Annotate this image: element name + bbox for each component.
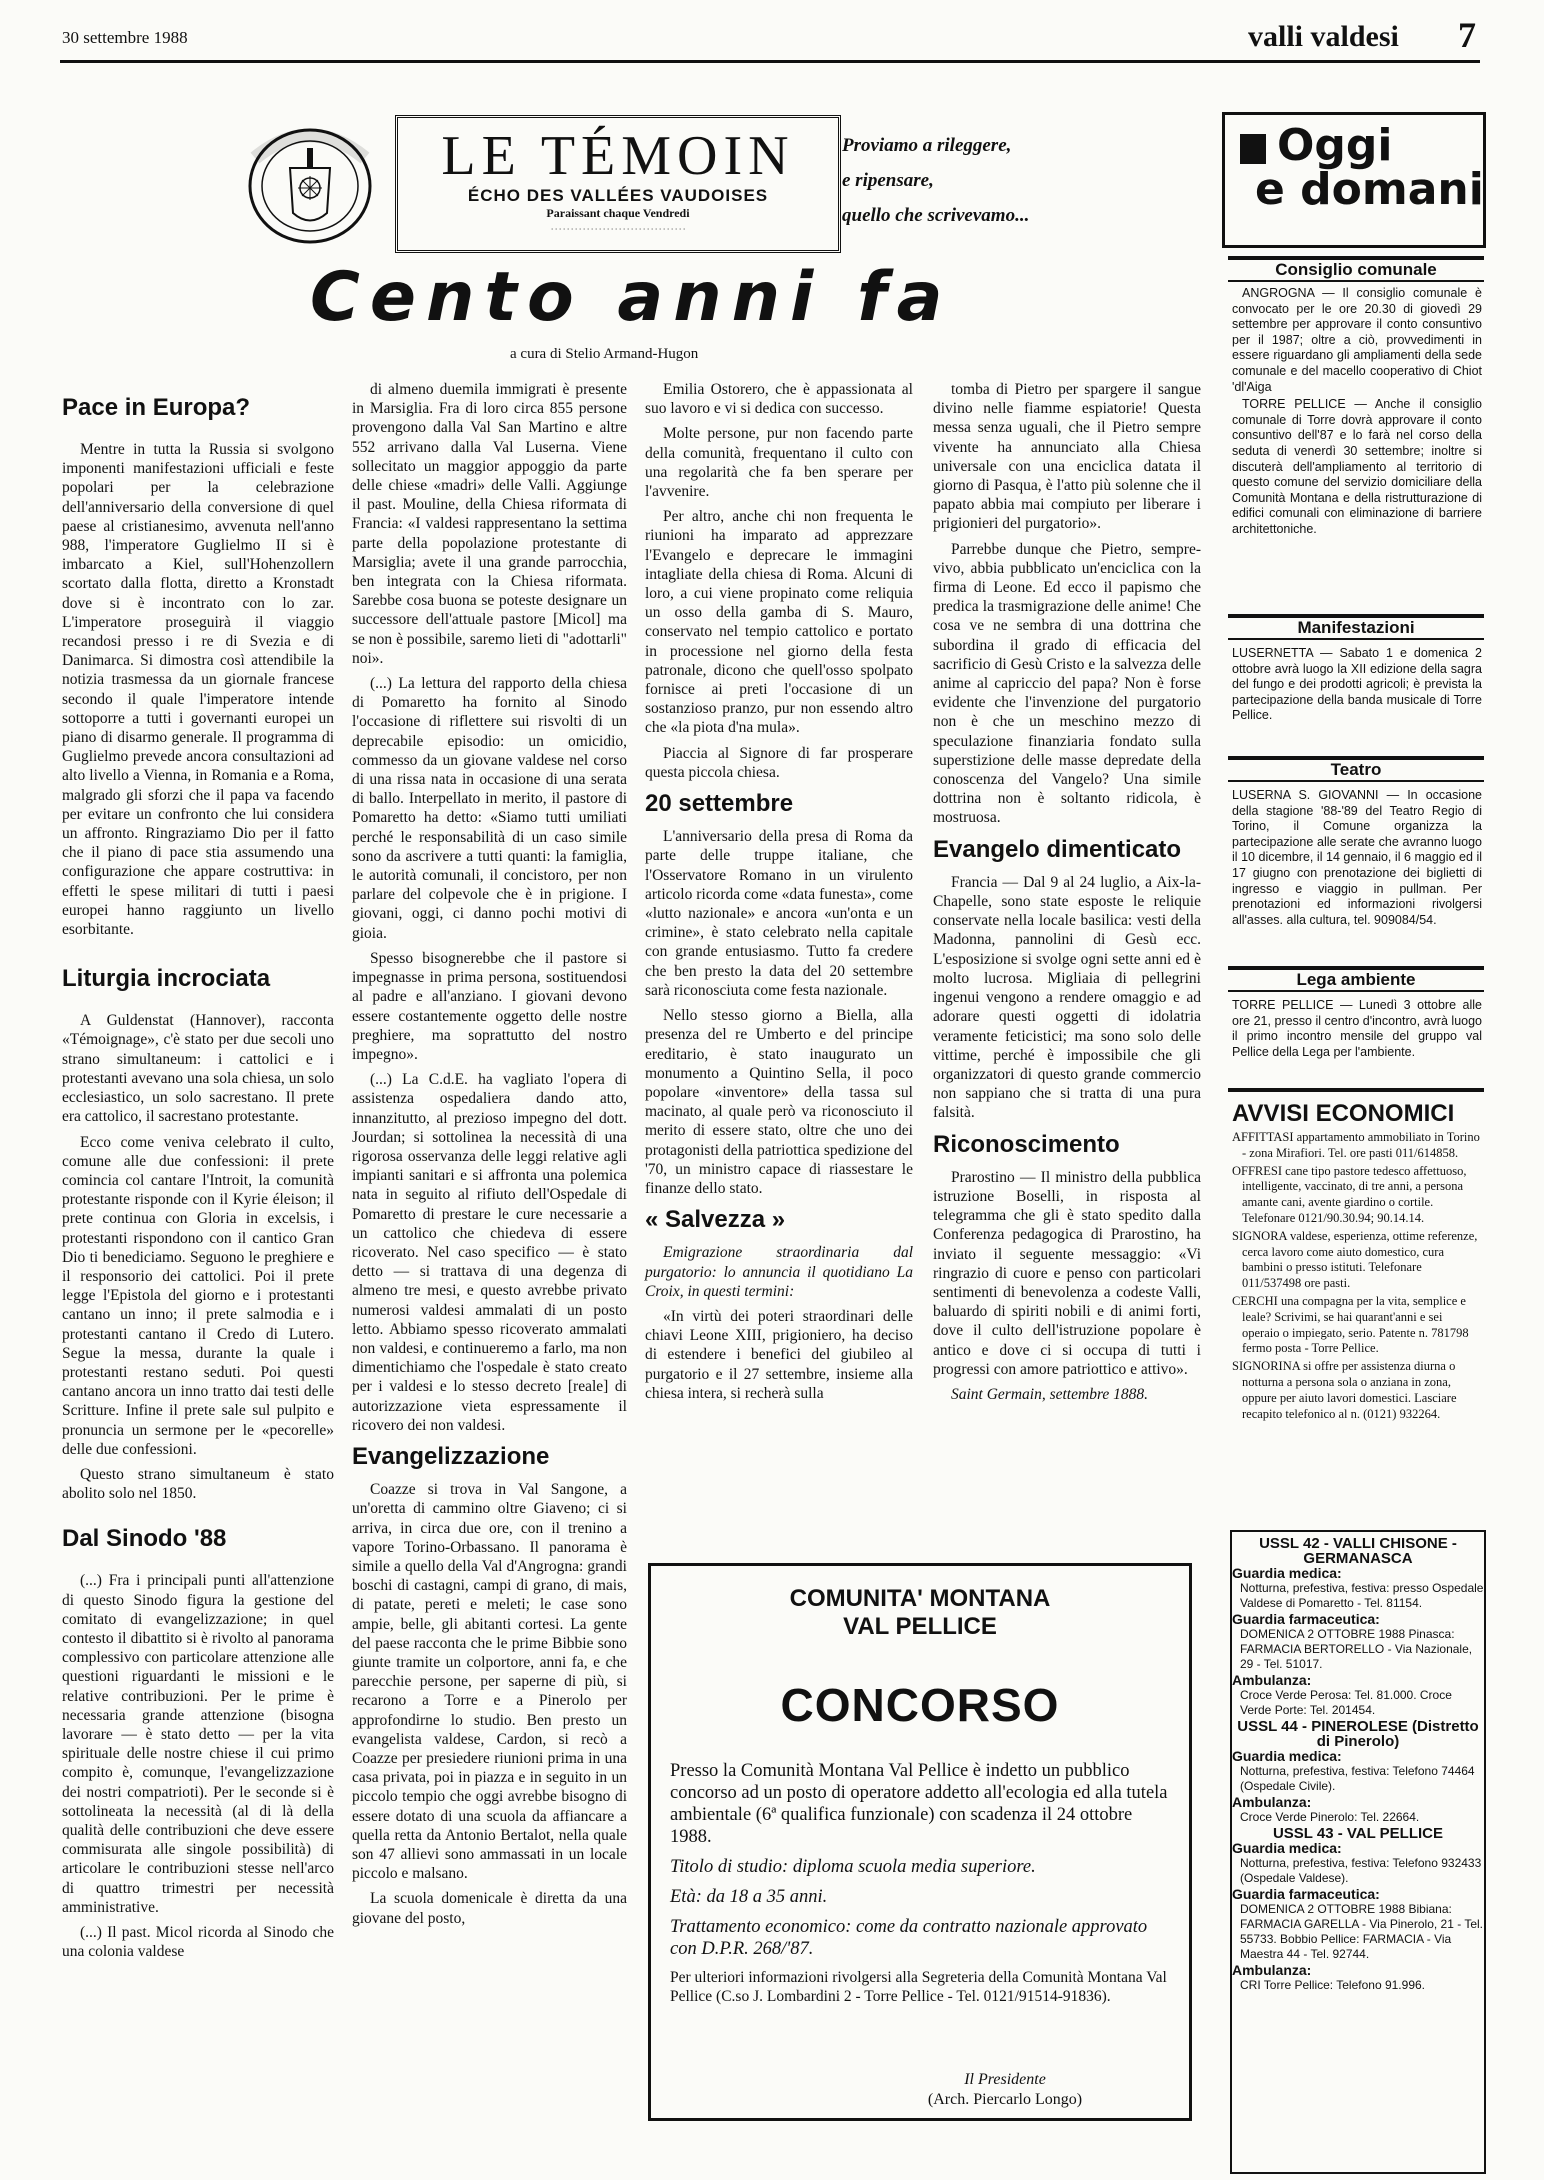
intro-text [842,128,1029,233]
concorso-info: Per ulteriori informazioni rivolgersi alla Segreteria della Comunità Montana Val Pellice (C.so J. Lombardini 2 - Torre Pellice - Tel. 0121/91514-91836). [670,1969,1167,2005]
article-paragraph: Piaccia al Signore di far prosperare questa piccola chiesa. [645,744,913,781]
article-paragraph: Molte persone, pur non facendo parte della comunità, frequentano il culto con una regolarità che fa ben sperare per l'avvenire. [645,425,913,501]
signature-name: (Arch. Piercarlo Longo) [927,2091,1083,2108]
article-paragraph: La scuola domenicale è diretta da una giovane del posto, [352,1890,627,1927]
headline-sinodo: Dal Sinodo '88 [62,1525,227,1553]
label-guardia-medica: Guardia medica: [1232,1565,1342,1581]
ussl-text: Notturna, prefestiva, festiva: presso Ospedale Valdese di Pomaretto - Tel. 81154. [1240,1581,1484,1610]
concorso-text: Presso la Comunità Montana Val Pellice è indetto un pubblico concorso ad un posto di operatore addetto all'ecologia ed alla tutela ambientale (6ª qualifica funzionale) con scadenza il 24 ottobre 1988. [670,1761,1168,1847]
ussl-43-title: USSL 43 - VAL PELLICE [1272,1825,1444,1842]
article-paragraph: Francia — Dal 9 al 24 luglio, a Aix-la-Chapelle, sono state esposte le reliquie conservate nella locale basilica: vesti della Madonna, pannolini di Gesù ecc. L'esposizione si svolge ogni sette anni ed è molto lucrosa. Migliaia di pellegrini ingenui vengono a rendere omaggio e ad adorare questi oggetti di idolatria veramente feticistici; ma sono solo delle vittime, perché è impossibile che gli organizzatori di questo grande commercio non sappiano che si tratta di una pura falsità. [933,873,1201,1122]
headline-evangelo-dimenticato: Evangelo dimenticato [933,835,1182,863]
section-head-lega: Lega ambiente [1228,970,1484,992]
org-line: COMUNITA' MONTANA [789,1585,1051,1612]
classified-ad: OFFRESI cane tipo pastore tedesco affettuoso, intelligente, vaccinato, di tre anni, a persona amante cani, avente giardino o cortile. Telefonare 0121/90.30.94; 90.14.14. [1232,1163,1467,1225]
intro-line: e ripensare, [842,170,934,191]
article-signature: Saint Germain, settembre 1888. [951,1385,1149,1403]
article-paragraph: Questo strano simultaneum è stato abolito solo nel 1850. [62,1465,334,1503]
article-paragraph: di almeno duemila immigrati è presente in Marsiglia. Fra di loro circa 855 persone provengono dalla Val San Martino e altre 552 arrivano dalla Val Luserna. Viene sollecitato un maggior appoggio da parte delle chiese «madri» delle Valli. Aggiunge il past. Mouline, della Chiesa riformata di Francia: «I valdesi rappresentano la settima parte della popolazione protestante di Marsiglia; avete il una grande parrocchia, ben integrata con la Chiesa riformata. Sarebbe cosa buona se poteste designare un successore dell'attuale pastore [Micol] ma se non è possibile, saremo lieti di "adottarli" noi». [352,381,627,667]
domani-line: e domani [1255,164,1484,215]
page-title: Cento anni fa [310,258,953,337]
sidebar-paragraph: TORRE PELLICE — Anche il consiglio comunale di Torre dovrà approvare il conto consuntivo dell'87 e lo farà nel corso della seduta di venerdì 30 settembre; inoltre si discuterà dell'ampliamento al territorio di questo comune del servizio domiciliare della Comunità Montana e della ristrutturazione di edifici comunali con eliminazione di barriere architettoniche. [1232,397,1482,536]
headline-riconoscimento: Riconoscimento [933,1130,1120,1158]
seal-emblem-icon [235,118,385,248]
page-number: 7 [1458,15,1476,55]
article-paragraph: tomba di Pietro per spargere il sangue divino nelle fiamme espiatorie! Questa messa senza uguali, che il Pietro sempre vivente ha annunciato alla Chiesa universale con una enciclica datata il giorno di Pasqua, è l'atto più solenne che il papato abbia mai compiuto per liberare i prigionieri del purgatorio». [933,381,1201,533]
classifieds-title: AVVISI ECONOMICI [1232,1100,1455,1127]
section-head-consiglio: Consiglio comunale [1228,260,1484,282]
org-line: VAL PELLICE [843,1613,997,1640]
article-paragraph: (...) Fra i principali punti all'attenzione di questo Sinodo figura la gestione del comitato di evangelizzazione; in quel contesto il dibattito si è rivolto al panorama complessivo con particolare attenzione alle questioni riguardanti le missioni e le relative contribuzioni. Per le prime è necessaria grande attenzione (bisogna lavorare — è stato detto — per la vita spirituale delle nostre chiese il cui primo compito è, comunque, l'evangelizzazione dei nostri compatrioti). Per le seconde si è sottolineata la necessità (al di là della qualità delle contribuzioni che deve essere commisurata alle singole possibilità) di articolare le contribuzioni stesse nell'arco di quattro trimestri per necessità amministrative. [62,1572,334,1916]
masthead-frequency: Paraissant chaque Vendredi [546,206,690,220]
label-guardia-farmaceutica: Guardia farmaceutica: [1232,1886,1380,1902]
article-paragraph: (...) La lettura del rapporto della chiesa di Pomaretto ha fornito al Sinodo l'occasione di riflettere sui risvolti di un deprecabile episodio: un omicidio, commesso da un giovane valdese nel corso di una rissa nata in occasione di una serata di ballo. Interpellato in merito, il pastore di Pomaretto ha detto: «Siamo tutti umiliati perché le responsabilità di un caso simile sono da ascrivere a tutti quanti: la famiglia, le autorità comunali, il concistoro, per non parlare del colpevole che è in prigione. I giovani, oggi, ci danno pochi motivi di gioia. [352,675,627,942]
article-paragraph: Parrebbe dunque che Pietro, sempre-vivo, abbia pubblicato un'enciclica con la firma di Leone. Ed ecco il papismo che predica la trasmigrazione delle anime! Che cosa ve ne sembra di una dottrina che subordina il grado di efficacia del sacrificio di Gesù Cristo e la salvezza delle anime al capriccio del papa? Non è forse evidente che l'invenzione del purgatorio non è che un meschino mezzo di speculazione finanziaria fondato sulla superstizione delle masse depredate della conoscenza del Vangelo? Una simile dottrina non è soltanto ridicola, è mostruosa. [933,540,1201,827]
headline-evangelizzazione: Evangelizzazione [352,1442,550,1470]
article-paragraph: Emilia Ostorero, che è appassionata al suo lavoro e vi si dedica con successo. [645,381,913,418]
column-1 [62,380,334,1967]
headline-salvezza: « Salvezza » [645,1206,786,1234]
classified-ad: SIGNORINA si offre per assistenza diurna o notturna a persona sola o anziana in zona, oppure per aiuto lavori domestici. Lasciare recapito telefonico al n. (0121) 932264. [1232,1359,1457,1421]
concorso-study: Titolo di studio: diploma scuola media superiore. [670,1857,1036,1877]
headline-pace: Pace in Europa? [62,394,251,421]
concorso-title: CONCORSO [780,1679,1060,1731]
masthead-subtitle: ÉCHO DES VALLÉES VAUDOISES [467,186,769,205]
classified-ad: CERCHI una compagna per la vita, semplice e leale? Scrivimi, se hai quarant'anni e sei operaio o impiegato, serio. Patente n. 781798 fermo posta - Torre Pellice. [1232,1293,1469,1356]
article-paragraph: Coazze si trova in Val Sangone, a un'oretta di cammino oltre Giaveno; ci si arriva, in circa due ore, con il trenino a vapore Torino-Orbassano. Il panorama è simile a quello della Val d'Angrogna: grandi boschi di castagni, campi di grano, di mais, di patate, pereti e meleti; le case sono ampie, belle, gli abitanti cortesi. La gente del paese racconta che le prime Bibbie sono giunte tramite un colportore, anni fa, e che parecchie persone, per saperne di più, si recarono a Torre e a Pinerolo per approfondirne lo studio. Ben presto un evangelista valdese, Cardon, si recò a Coazze per presiedere riunioni prima in una casa privata, poi in piazza e in seguito in un piccolo tempio che oggi avrebbe bisogno di essere dotato di una scuola da affiancare a quella retta da Antonio Bertalot, nella quale son 47 allievi sono ammassati in un locale piccolo e malsano. [352,1481,627,1883]
label-guardia-medica: Guardia medica: [1232,1840,1342,1856]
oggi-line: Oggi [1277,120,1393,171]
sidebar-paragraph: LUSERNA S. GIOVANNI — In occasione della stagione '88-'89 del Teatro Regio di Torino, il Comune organizza la partecipazione alle serate che avranno luogo il 10 dicembre, il 14 gennaio, il 6 maggio ed il 17 giugno con prenotazione dei biglietti di ingresso e viaggio in pullman. Per prenotazioni ed informazioni rivolgersi all'asses. alla cultura, tel. 909084/54. [1232,788,1482,927]
ussl-text: Croce Verde Perosa: Tel. 81.000. Croce Verde Porte: Tel. 201454. [1240,1688,1452,1717]
oggi-domani-title [1255,120,1484,215]
header-rule [60,60,1480,63]
article-paragraph: Emigrazione straordinaria dal purgatorio: lo annuncia il quotidiano La Croix, in questi termini: [645,1244,913,1300]
article-paragraph: A Guldenstat (Hannover), racconta «Témoignage», c'è stato per due secoli uno strano simultaneum: i cattolici e i protestanti avevano una sola chiesa, un solo ecclesiastico, un solo sacrestano. Il prete era cattolico, il sacrestano protestante. [62,1012,334,1126]
masthead-title: LE TÉMOIN [441,125,795,187]
ussl-42-title: USSL 42 - VALLI CHISONE - GERMANASCA [1259,1535,1457,1567]
newspaper-name: valli valdesi [1248,20,1399,53]
concorso-organization [648,1585,1192,1641]
classifieds-list [1232,1130,1482,1424]
article-paragraph: «In virtù dei poteri straordinari delle chiavi Leone XIII, prigioniero, ha deciso di estendere i benefici del giubileo al purgatorio e il 27 settembre, insieme alla chiesa intera, si recherà sulla [645,1307,913,1402]
section-head-manifestazioni: Manifestazioni [1228,618,1484,640]
label-ambulanza: Ambulanza: [1232,1962,1312,1978]
article-paragraph: Nello stesso giorno a Biella, alla presenza del re Umberto e del principe ereditario, è stato inaugurato un monumento a Quintino Sella, il poco popolare «inventore» della tassa sul macinato, al quale però va riconosciuto il merito di essere stato, oltre che uno dei protagonisti della patriottica spedizione del '70, un ministro capace di riassestare le finanze dello stato. [645,1007,913,1197]
sidebar-paragraph: TORRE PELLICE — Lunedì 3 ottobre alle ore 21, presso il centro d'incontro, avrà luogo il primo incontro mensile del gruppo val Pellice della Lega per l'ambiente. [1232,998,1482,1059]
ussl-text: Croce Verde Pinerolo: Tel. 22664. [1240,1810,1420,1824]
article-paragraph: (...) Il past. Micol ricorda al Sinodo che una colonia valdese [62,1924,334,1961]
article-paragraph: (...) La C.d.E. ha vagliato l'opera di assistenza ospedaliera dando atto, innanzitutto, al prezioso impegno del dott. Jourdan; si sottolinea la necessità di una rigorosa osservanza delle leggi relative agli impianti sanitari e si affronta una polemica nata in seguito al rifiuto dell'Ospedale di Pomaretto di prestare le cure necessarie a un cattolico che chiedeva di essere ricoverato. Nel caso specifico — è stato detto — si trattava di una degenza di almeno tre mesi, e questo avrebbe privato numerosi valdesi ammalati di un posto letto. Abbiamo spesso ricoverato ammalati non valdesi, e continueremo a farlo, ma non dimentichiamo che l'ospedale è stato creato per i valdesi e lo stesso decreto [reale] di autorizzazione vieta espressamente il ricovero dei non valdesi. [352,1071,627,1434]
concorso-body [670,1760,1175,2014]
article-paragraph: Ecco come veniva celebrato il culto, comune alle due confessioni: il prete comincia col cantare l'Introit, la comunità protestante risponde con il Kyrie éleison; il prete continua con Gloria in excelsis, i protestanti rispondono con il cantico Gran Dio ti benediciamo. Seguono le preghiere e il responsorio dei cattolici. Poi il prete legge l'Epistola del giorno e i protestanti cantano un inno; il prete salmodia e i protestanti cantano il Credo di Lutero. Segue la messa, durante la quale i protestanti restano seduti. Poi questi cantano ancora un inno tratto dai testi delle Scritture. Infine il prete sale sul pulpito e pronuncia un sermone per le «pecorelle» delle due confessioni. [62,1133,334,1458]
health-services-box [1230,1530,1486,2174]
column-3 [645,380,913,1409]
ussl-text: CRI Torre Pellice: Telefono 91.996. [1240,1978,1425,1992]
classified-ad: AFFITTASI appartamento ammobiliato in Torino - zona Mirafiori. Tel. ore pasti 011/614858. [1232,1130,1480,1160]
signature-role: Il Presidente [964,2071,1046,2088]
concorso-pay: Trattamento economico: come da contratto nazionale approvato con D.P.R. 268/'87. [670,1917,1148,1959]
sidebar-paragraph: ANGROGNA — Il consiglio comunale è convocato per le ore 20.30 di giovedì 29 settembre per approvare il conto consuntivo per il 1987; oltre a ciò, provvedimenti in essere riguardano gli ampliamenti della sede comunale e del macello cooperativo di Chiot 'dl'Aiga [1232,286,1482,394]
ussl-text: Notturna, prefestiva, festiva: Telefono 932433 (Ospedale Valdese). [1240,1856,1482,1885]
issue-date: 30 settembre 1988 [62,28,188,47]
masthead [395,115,841,253]
article-paragraph: L'anniversario della presa di Roma da parte delle truppe italiane, che l'Osservatore Romano in un virulento articolo ricorda come «data funesta», come «lutto nazionale» e ancora «un'onta e un crimine», è stato celebrato nella capitale con grande entusiasmo. Tutto fa credere che ben presto la data del 20 settembre sarà riconosciuta come festa nazionale. [645,828,913,999]
article-paragraph: Prarostino — Il ministro della pubblica istruzione Boselli, in risposta al telegramma che gli è stato spedito dalla Conferenza pedagogica di Prarostino, ha inviato il seguente messaggio: «Vi ringrazio di cuore e penso con particolari sentimenti di benevolenza a codeste Valli, baluardo di spiriti nobili e di animi forti, dove il culto dell'istruzione popolare è antico e dove ci si occupa di tutti i progressi con amore patriottico e attivo». [933,1168,1201,1378]
sidebar-paragraph: LUSERNETTA — Sabato 1 e domenica 2 ottobre avrà luogo la XII edizione della sagra del fungo e dei prodotti agricoli; è prevista la partecipazione della banda musicale di Torre Pellice. [1232,646,1482,723]
ussl-44-title: USSL 44 - PINEROLESE (Distretto di Pinerolo) [1237,1718,1479,1750]
byline: a cura di Stelio Armand-Hugon [510,346,699,362]
concorso-signature [850,2070,1160,2110]
intro-line: Proviamo a rileggere, [842,135,1012,156]
section-rule [1228,1088,1484,1092]
classified-ad: SIGNORA valdese, esperienza, ottime referenze, cerca lavoro come aiuto domestico, cura bambini o presso istituti. Telefonare 011/537498 ore pasti. [1232,1228,1478,1291]
column-2 [352,380,627,1934]
intro-line: quello che scrivevamo... [842,205,1030,226]
article-paragraph: Per altro, anche chi non frequenta le riunioni ha imparato ad apprezzare l'Evangelo e deprecare le immagini intagliate della chiesa di Roma. Alcuni di loro, a cui viene propinato come reliquia un osso della gamba di S. Mauro, conservato nel tempio cattolico e portato in processione nel giorno della festa patronale, dicono che quell'osso spolpato fornisce ai preti l'occasione di un sostanzioso pranzo, pur non essendo altro che «la piota d'na mula». [645,508,913,737]
headline-liturgia: Liturgia incrociata [62,965,271,993]
label-guardia-farmaceutica: Guardia farmaceutica: [1232,1611,1380,1627]
sidebar-text [1232,286,1482,538]
section-head-teatro: Teatro [1228,760,1484,782]
article-paragraph: Mentre in tutta la Russia si svolgono imponenti manifestazioni ufficiali e feste popolari per la celebrazione dell'anniversario della conversione di quel paese al cristianesimo, avvenuta nell'anno 988, l'imperatore Guglielmo II si è imbarcato a Kiel, sull'Hohenzollern scortato dalla flotta, diretto a Kronstadt dove si è incontrato con lo zar. L'imperatore proseguirà il viaggio recandosi presso i re di Svezia e di Danimarca. Si dimostra così attendibile la notizia trasmessa da un giornale francese secondo il quale l'imperatore intende sottoporre a tutti i governanti europei un piano di disarmo generale. Il programma di Guglielmo prevede ancora consultazioni ad alto livello a Vienna, in Romania e a Roma, malgrado gli sforzi che il papa va facendo per evitare un confronto che lui considera un affronto. Ringraziamo Dio per il fatto che il piano di pace stia assumendo una configurazione che appare costruttiva: in effetti le spese militari di tutti i paesi europei hanno raggiunto un livello esorbitante. [62,441,334,939]
ussl-text: DOMENICA 2 OTTOBRE 1988 Bibiana: FARMACIA GARELLA - Via Pinerolo, 21 - Tel. 55733. Bobbio Pellice: FARMACIA - Via Maestra 44 - Tel. 92744. [1240,1902,1483,1961]
article-paragraph: Spesso bisognerebbe che il pastore si impegnasse in prima persona, sostituendosi al padre e all'anziano. I giovani devono essere costantemente oggetto delle nostre preghiere, ma soprattutto del nostro impegno». [352,949,627,1063]
label-ambulanza: Ambulanza: [1232,1672,1312,1688]
label-ambulanza: Ambulanza: [1232,1794,1312,1810]
ussl-text: DOMENICA 2 OTTOBRE 1988 Pinasca: FARMACIA BERTORELLO - Via Nazionale, 29 - Tel. 51017. [1240,1627,1473,1671]
ussl-text: Notturna, prefestiva, festiva: Telefono 74464 (Ospedale Civile). [1240,1764,1475,1793]
headline-20-settembre: 20 settembre [645,790,794,818]
column-4 [933,380,1201,1410]
concorso-age: Età: da 18 a 35 anni. [670,1887,828,1907]
label-guardia-medica: Guardia medica: [1232,1748,1342,1764]
masthead-motto-line: · · · · · · · · · · · · · · · · · · · · · · · · · · · · · · · · · · [551,225,685,234]
